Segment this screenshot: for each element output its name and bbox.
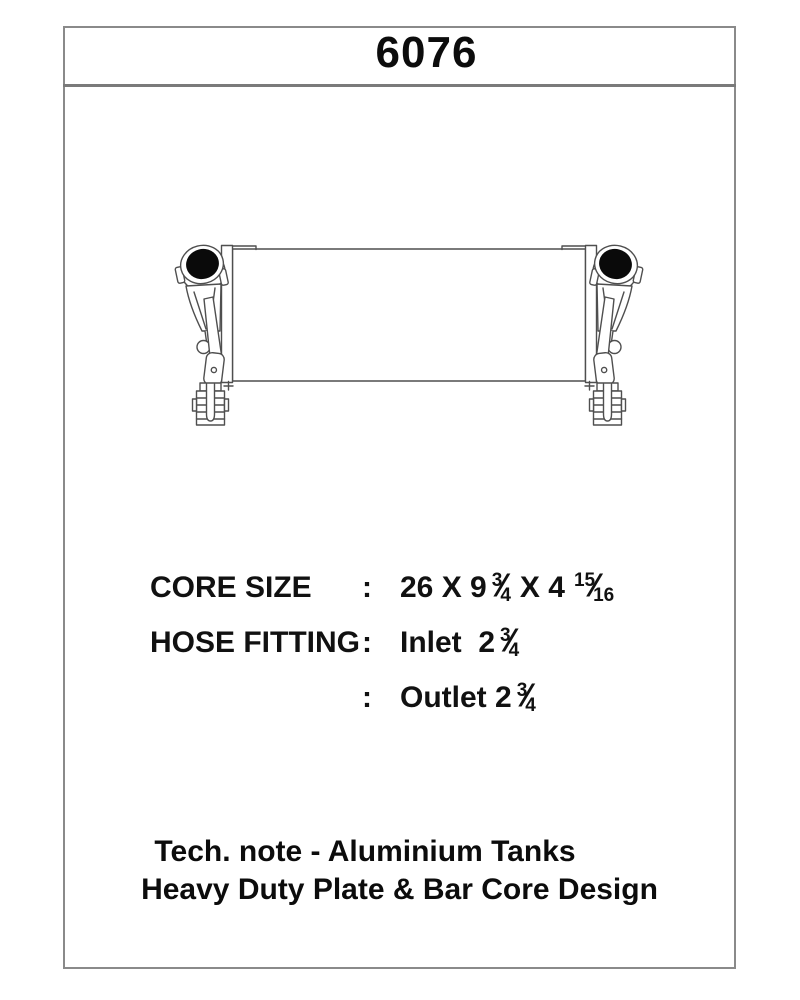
spec-value-inlet: Inlet 2 $^3$4 — [400, 625, 520, 661]
fraction: $^3$4 — [516, 680, 536, 716]
spec-value-outlet: Outlet 2 $^3$4 — [400, 680, 536, 716]
tech-note — [63, 833, 736, 909]
spec-row-hose-fitting-outlet — [150, 674, 710, 716]
header-divider-line — [63, 84, 736, 87]
spec-label-hose-fitting: HOSE FITTING — [150, 626, 360, 659]
spec-label-core-size: CORE SIZE — [150, 571, 312, 604]
intercooler-diagram — [160, 230, 660, 440]
spec-value-core-size: 26 X 9 $^3$4 X 4 $^{15}$16 — [400, 570, 615, 606]
fraction: $^{15}$16 — [573, 570, 615, 606]
core-body — [233, 249, 586, 381]
spec-colon: : — [362, 681, 372, 714]
spec-row-core-size — [150, 564, 710, 606]
spec-row-hose-fitting-inlet — [150, 619, 710, 661]
spec-colon: : — [362, 571, 372, 604]
spec-colon: : — [362, 626, 372, 659]
spec-table — [150, 564, 710, 729]
tech-note-line2: Heavy Duty Plate & Bar Core Design — [141, 873, 658, 906]
page-border — [63, 26, 736, 969]
tech-note-line1: Tech. note - Aluminium Tanks — [154, 835, 576, 868]
fraction: $^3$4 — [491, 570, 511, 606]
fraction: $^3$4 — [500, 625, 520, 661]
part-number-title: 6076 — [375, 28, 478, 77]
